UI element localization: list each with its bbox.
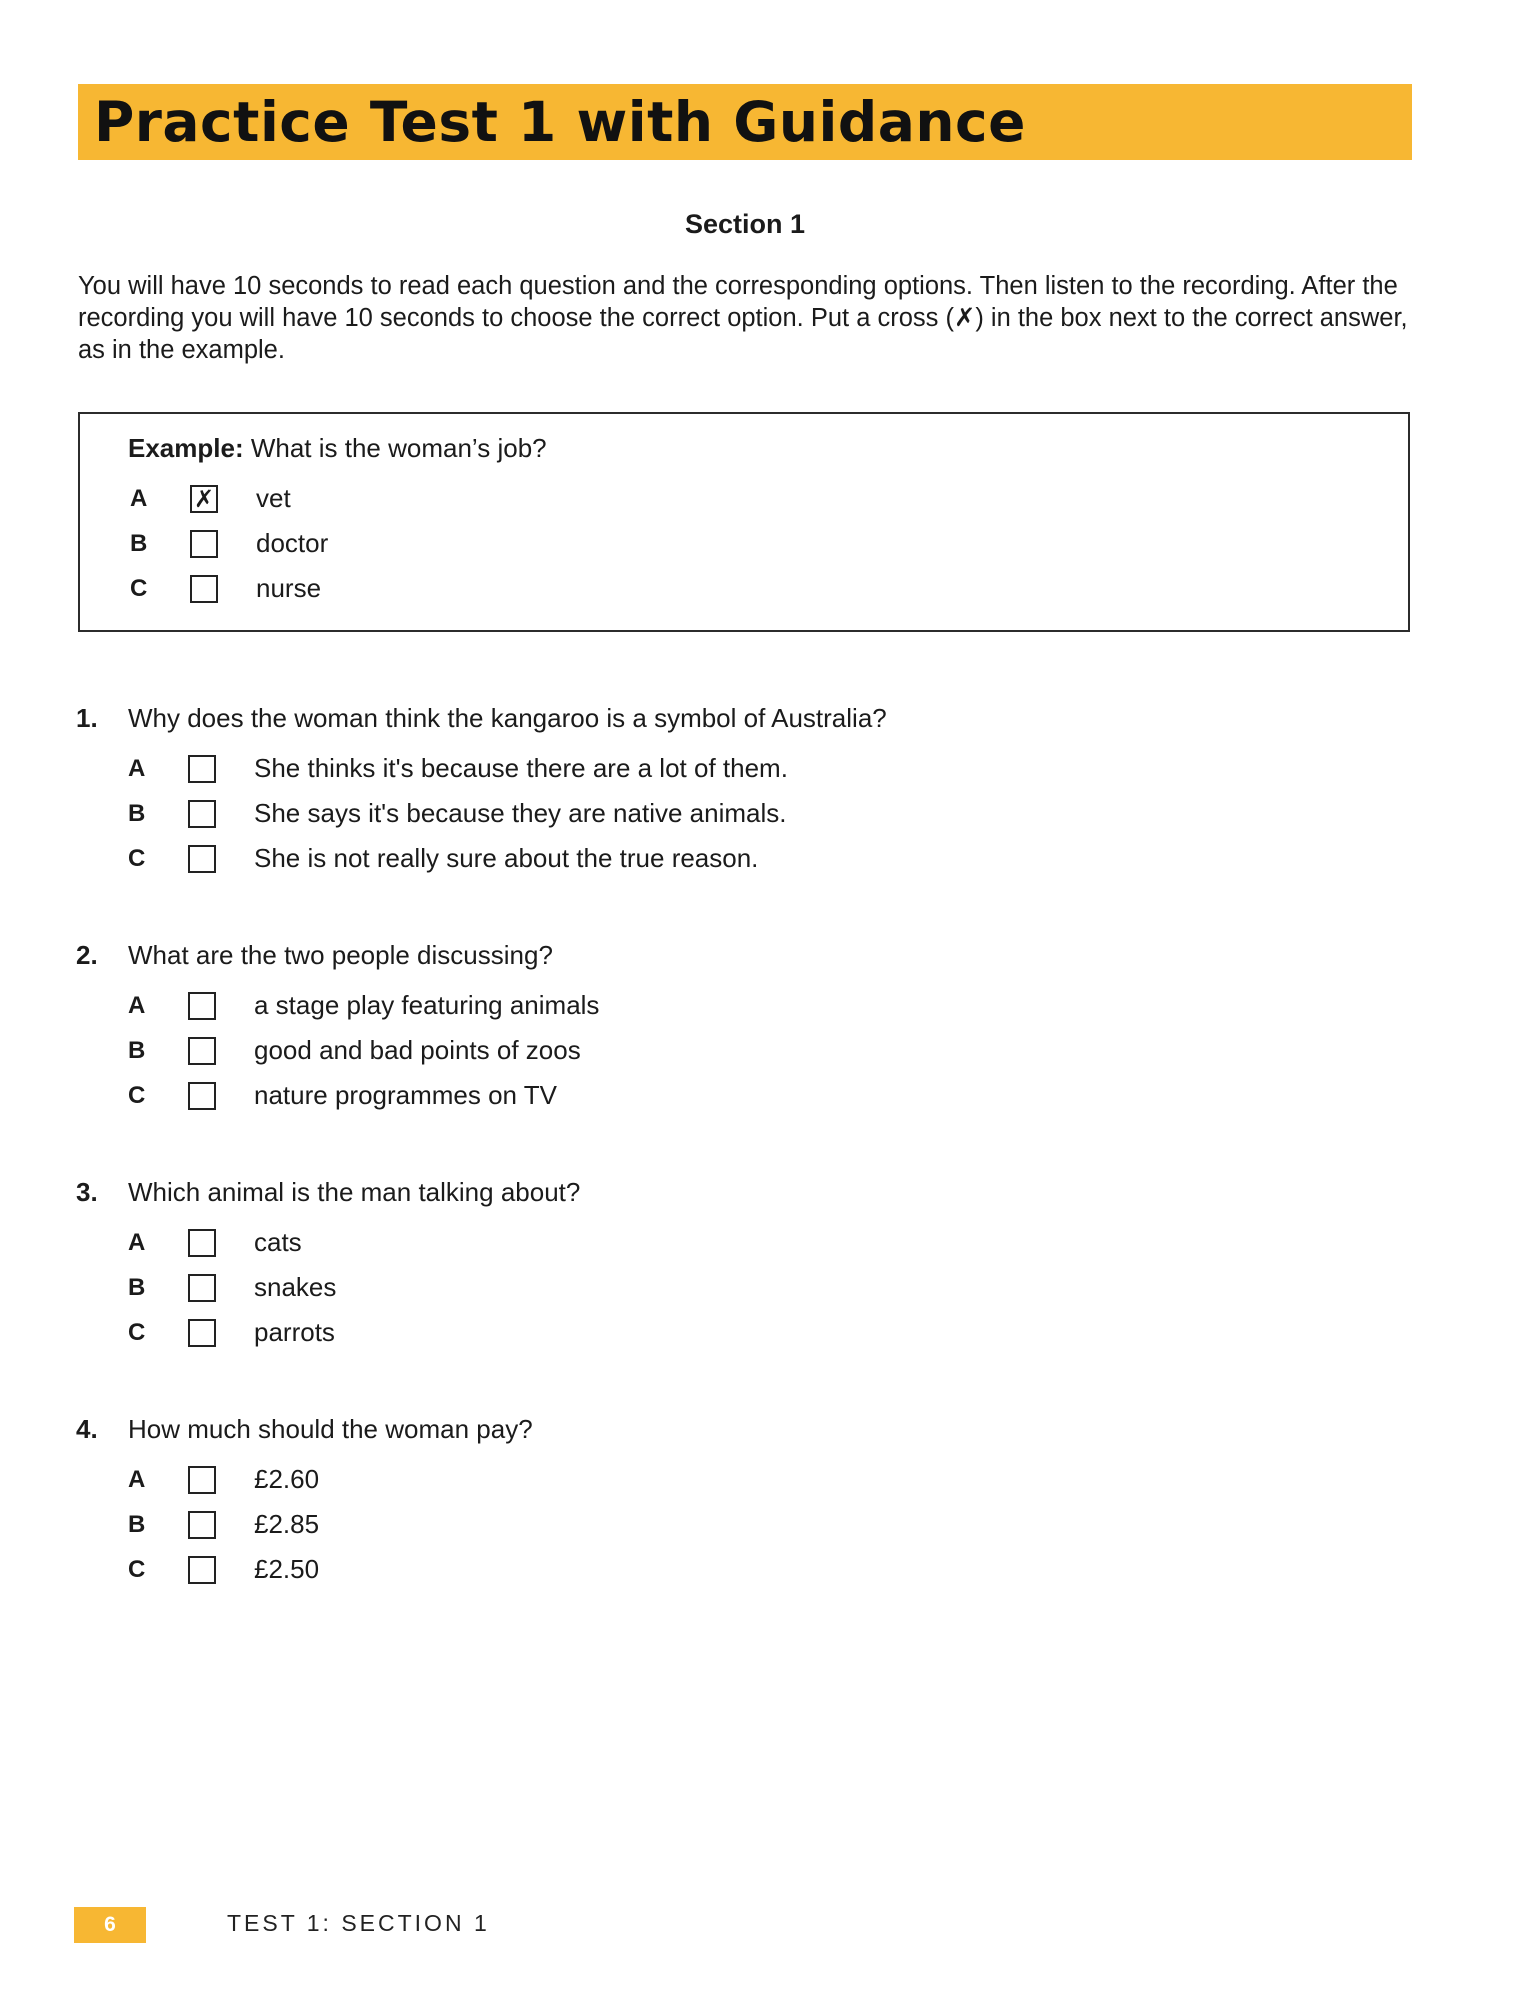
question-4 [76,1411,1376,1592]
option-letter: B [128,799,146,827]
option-letter: C [130,574,148,602]
example-label: Example: [128,433,244,463]
answer-checkbox[interactable] [188,1229,216,1257]
option-letter: A [130,484,148,512]
example-option-a [128,476,328,521]
option-letter: C [128,1081,146,1109]
footer-section-label: TEST 1: SECTION 1 [227,1910,490,1936]
question-2 [76,937,1376,1118]
option-text: nurse [256,573,322,603]
answer-checkbox[interactable] [188,992,216,1020]
option-a[interactable] [126,1457,1376,1502]
question-1 [76,700,1376,881]
answer-checkbox[interactable] [188,1466,216,1494]
instructions: You will have 10 seconds to read each question and the corresponding options. Then listen to the recording. After the recording you will have 10 seconds to choose the correct option. Put a cross (✗) in the box next to the correct answer, as in the example. [78,272,1408,364]
option-letter: A [128,1228,146,1256]
example-prompt [128,430,547,466]
example-options [128,476,328,611]
option-b[interactable] [126,1028,1376,1073]
question-number: 3. [76,1177,98,1207]
question-number: 4. [76,1414,98,1444]
option-b[interactable] [126,1265,1376,1310]
option-text: £2.85 [254,1509,320,1539]
answer-checkbox[interactable] [188,1319,216,1347]
option-a[interactable] [126,983,1376,1028]
option-text: vet [256,483,291,513]
option-c[interactable] [126,1547,1376,1592]
answer-checkbox[interactable] [188,1556,216,1584]
question-3 [76,1174,1376,1355]
option-text: She says it's because they are native animals. [254,798,787,828]
option-letter: A [128,991,146,1019]
option-text: good and bad points of zoos [254,1035,581,1065]
question-options [126,983,1376,1118]
option-text: She thinks it's because there are a lot of them. [254,753,788,783]
option-a[interactable] [126,1220,1376,1265]
question-options [126,746,1376,881]
answer-checkbox[interactable] [188,1511,216,1539]
answer-checkbox[interactable] [188,800,216,828]
option-text: doctor [256,528,329,558]
answer-checkbox[interactable] [188,845,216,873]
option-b[interactable] [126,791,1376,836]
question-prompt: Why does the woman think the kangaroo is a symbol of Australia? [128,703,887,733]
example-box [78,412,1410,632]
option-text: £2.60 [254,1464,320,1494]
option-text: £2.50 [254,1554,320,1584]
option-letter: A [128,754,146,782]
answer-checkbox[interactable] [188,1082,216,1110]
example-option-c [128,566,328,611]
option-text: snakes [254,1272,337,1302]
question-options [126,1220,1376,1355]
option-text: parrots [254,1317,335,1347]
question-number: 2. [76,940,98,970]
title-band [78,84,1412,160]
option-letter: B [128,1510,146,1538]
option-letter: A [128,1465,146,1493]
answer-checkbox [190,575,218,603]
page-title: Practice Test 1 with Guidance [94,90,1026,154]
option-letter: C [128,1555,146,1583]
option-b[interactable] [126,1502,1376,1547]
option-a[interactable] [126,746,1376,791]
answer-checkbox: ✗ [190,485,218,513]
option-text: cats [254,1227,302,1257]
option-letter: B [128,1273,146,1301]
option-letter: C [128,844,146,872]
question-prompt: What are the two people discussing? [128,940,553,970]
option-letter: C [128,1318,146,1346]
question-prompt: Which animal is the man talking about? [128,1177,581,1207]
page-number-badge: 6 [74,1907,146,1943]
option-letter: B [130,529,148,557]
option-letter: B [128,1036,146,1064]
answer-checkbox[interactable] [188,755,216,783]
example-question: What is the woman’s job? [250,433,547,463]
option-text: a stage play featuring animals [254,990,600,1020]
question-prompt: How much should the woman pay? [128,1414,533,1444]
option-text: nature programmes on TV [254,1080,557,1110]
option-text: She is not really sure about the true reason. [254,843,759,873]
example-option-b [128,521,328,566]
question-options [126,1457,1376,1592]
answer-checkbox[interactable] [188,1274,216,1302]
option-c[interactable] [126,836,1376,881]
option-c[interactable] [126,1310,1376,1355]
answer-checkbox[interactable] [188,1037,216,1065]
question-number: 1. [76,703,98,733]
option-c[interactable] [126,1073,1376,1118]
answer-checkbox [190,530,218,558]
section-heading: Section 1 [684,209,806,239]
